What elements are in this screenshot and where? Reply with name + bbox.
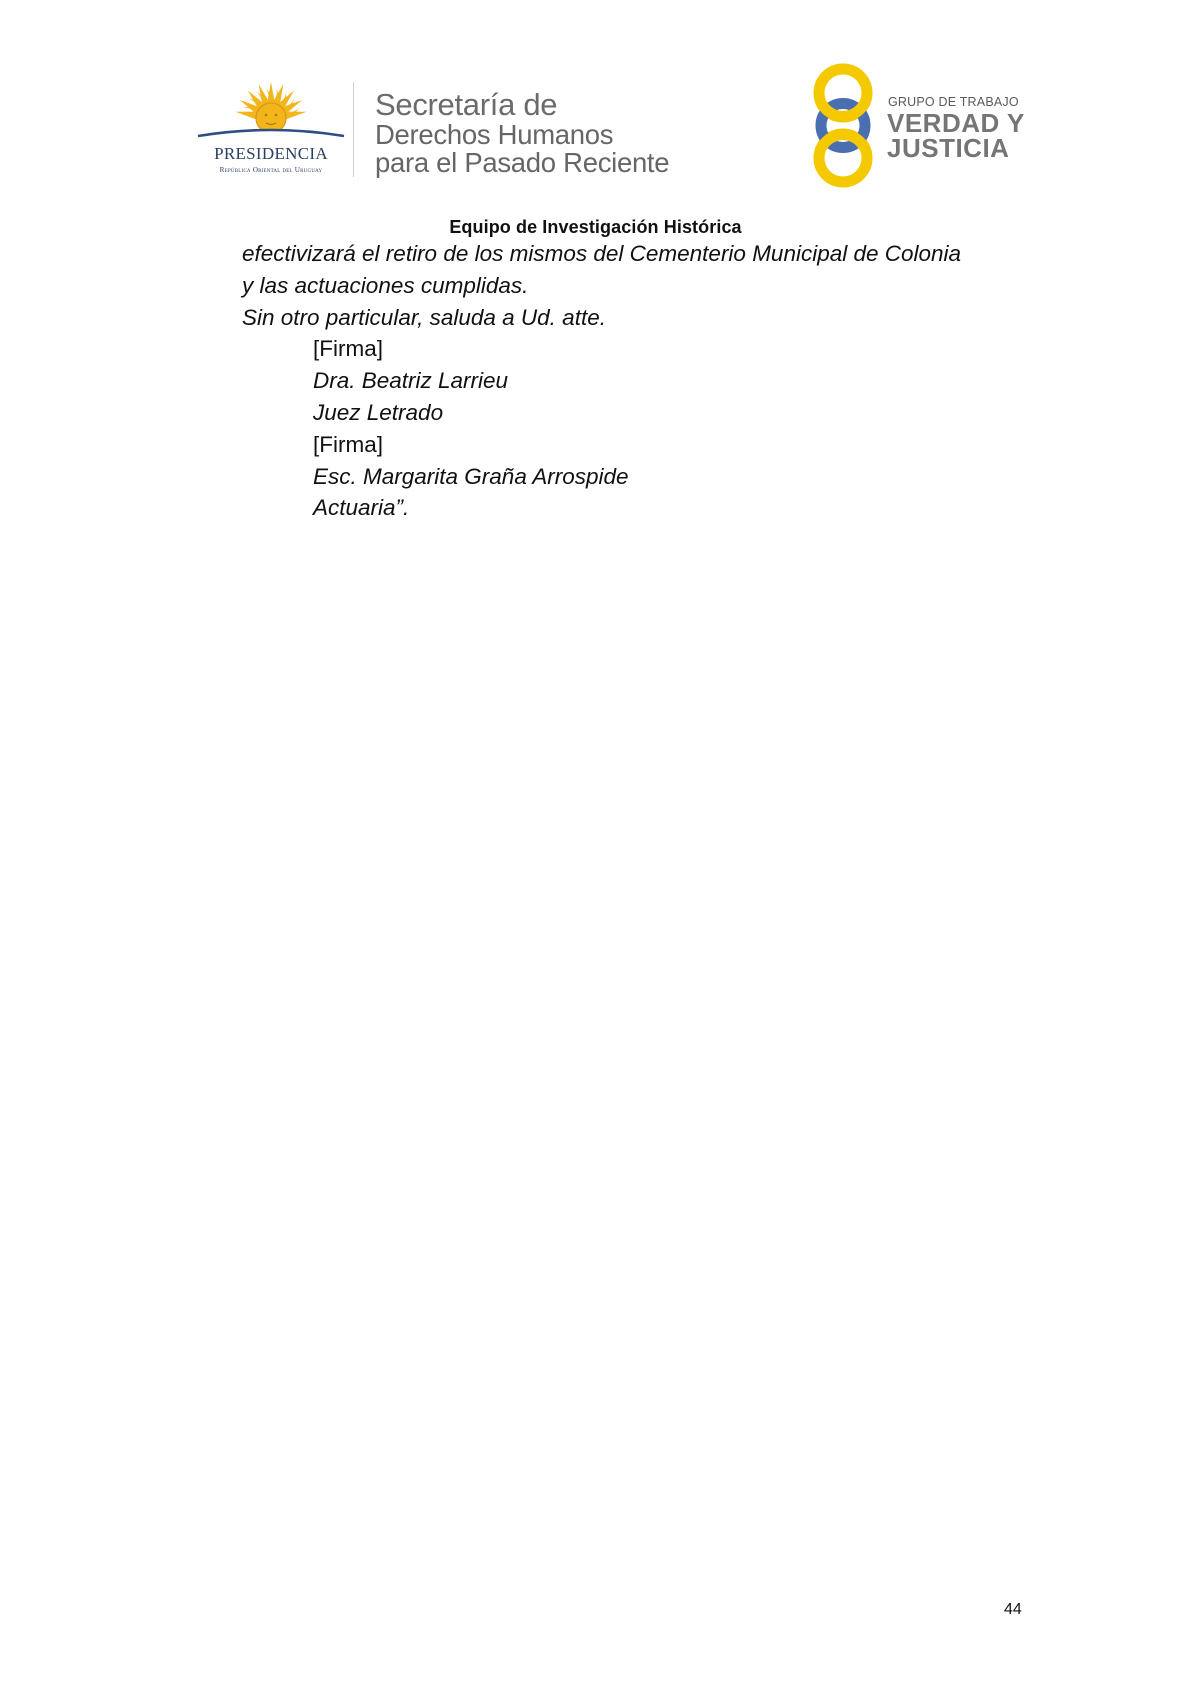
signature-placeholder-1: [Firma]: [313, 336, 383, 362]
signer-name-1: Dra. Beatriz Larrieu: [313, 368, 509, 394]
presidencia-name: PRESIDENCIA: [214, 144, 328, 163]
secretaria-line-3: para el Pasado Reciente: [375, 147, 670, 178]
signer-name-2: Esc. Margarita Graña Arrospide: [313, 463, 629, 489]
team-title: Equipo de Investigación Histórica: [449, 217, 742, 237]
signer-title-2: Actuaria”.: [313, 495, 410, 521]
signature-placeholder-2: [Firma]: [313, 431, 383, 457]
secretaria-logo: [375, 88, 669, 177]
linked-rings-icon: [808, 62, 884, 190]
body-line-3: Sin otro particular, saluda a Ud. atte.: [242, 304, 606, 330]
verdad-justicia-logo: [808, 62, 1028, 190]
body-line-2: y las actuaciones cumplidas.: [242, 272, 529, 298]
secretaria-line-1: Secretaría de: [375, 87, 558, 122]
presidencia-subtitle: República Oriental del Uruguay: [219, 166, 323, 174]
signer-title-1: Juez Letrado: [313, 399, 444, 425]
vyj-title-line-2: JUSTICIA: [887, 133, 1010, 163]
body-line-1: efectivizará el retiro de los mismos del Cementerio Municipal de Colonia: [242, 241, 962, 266]
page-number: 44: [1004, 1601, 1022, 1618]
vyj-subtitle: GRUPO DE TRABAJO: [888, 95, 1019, 109]
logo-divider: [353, 82, 354, 177]
sun-emblem-icon: [196, 80, 346, 146]
secretaria-line-2: Derechos Humanos: [375, 119, 614, 150]
presidencia-logo: [196, 80, 346, 180]
vyj-title-line-1: VERDAD Y: [887, 108, 1025, 138]
document-body: [242, 238, 1042, 524]
